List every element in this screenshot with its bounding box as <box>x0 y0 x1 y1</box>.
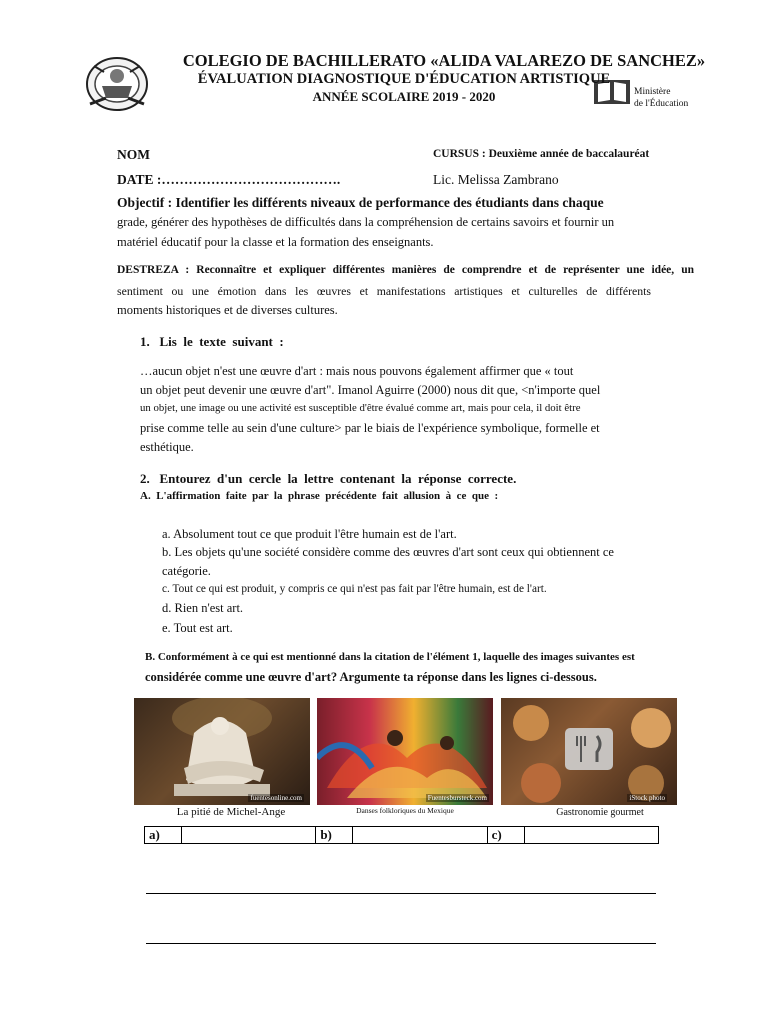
destreza-line3: moments historiques et de diverses cultures. <box>117 303 338 317</box>
answer-line-1[interactable] <box>146 893 656 894</box>
option-b-continued: catégorie. <box>162 564 211 578</box>
pieta-sculpture-image <box>134 698 310 805</box>
option-c[interactable]: c. Tout ce qui est produit, y compris ce qui n'est pas fait par l'être humain, est de l'art. <box>162 583 547 595</box>
gourmet-food-image <box>501 698 677 805</box>
folk-dancers-photo-icon <box>317 698 493 805</box>
cursus-label: CURSUS : Deuxième année de baccalauréat <box>433 148 650 160</box>
option-b[interactable]: b. Les objets qu'une société considère comme des œuvres d'art sont ceux qui obtiennent ce <box>162 545 614 559</box>
question1-title: 1. Lis le texte suivant : <box>140 334 284 349</box>
image2-caption: Danses folkloriques du Mexique <box>356 806 454 815</box>
evaluation-title: ÉVALUATION DIAGNOSTIQUE D'ÉDUCATION ARTISTIQUE <box>197 71 611 87</box>
objectif-line3: matériel éducatif pour la classe et la formation des enseignants. <box>117 235 434 249</box>
ministry-line2: de l'Éducation <box>634 99 689 109</box>
image1-caption: La pitié de Michel-Ange <box>176 806 286 818</box>
q1-text-line: …aucun objet n'est une œuvre d'art : mais nous pouvons également affirmer que « tout <box>140 364 574 378</box>
answer-cell-c[interactable] <box>524 827 658 844</box>
question2-part-b-line2: considérée comme une œuvre d'art? Argumente ta réponse dans les lignes ci-dessous. <box>145 670 597 684</box>
option-d[interactable]: d. Rien n'est art. <box>162 601 244 615</box>
question2-title: 2. Entourez d'un cercle la lettre contenant la réponse correcte. <box>140 471 517 486</box>
image3-watermark: iStock photo <box>629 794 665 802</box>
image1-watermark: fuentesonline.com <box>250 794 302 802</box>
destreza-line2: sentiment ou une émotion dans les œuvres et manifestations artistiques et culturelles de différents <box>117 284 651 298</box>
teacher-name: Lic. Melissa Zambrano <box>433 172 559 187</box>
objectif-line1: Objectif : Identifier les différents niveaux de performance des étudiants dans chaque <box>117 195 604 210</box>
pieta-sculpture-photo-icon <box>134 698 310 805</box>
question2-part-b-line1: B. Conformément à ce qui est mentionné dans la citation de l'élément 1, laquelle des images suivantes est <box>145 651 635 663</box>
q1-text-line: esthétique. <box>140 440 194 454</box>
school-year: ANNÉE SCOLAIRE 2019 - 2020 <box>312 89 496 104</box>
answer-label-c: c) <box>487 827 524 844</box>
date-label: DATE :…………………………………. <box>117 172 341 187</box>
answer-table <box>144 826 659 844</box>
answer-label-a: a) <box>145 827 182 844</box>
school-title: COLEGIO DE BACHILLERATO «ALIDA VALAREZO DE SANCHEZ» <box>182 51 706 70</box>
nom-label: NOM <box>117 147 150 162</box>
gourmet-food-photo-icon <box>501 698 677 805</box>
answer-cell-a[interactable] <box>181 827 315 844</box>
q1-text-line: un objet peut devenir une œuvre d'art". Imanol Aguirre (2000) nous dit que, <n'importe quel <box>140 383 601 397</box>
option-e[interactable]: e. Tout est art. <box>162 621 233 635</box>
objectif-line2: grade, générer des hypothèses de difficultés dans la compréhension de certains savoirs et fournir un <box>117 215 615 229</box>
q1-text-line: un objet, une image ou une activité est susceptible d'être évalué comme art, mais pour cela, il doit être <box>140 402 581 414</box>
q1-text-line: prise comme telle au sein d'une culture> par le biais de l'expérience symbolique, formelle et <box>140 421 600 435</box>
question2-part-a: A. L'affirmation faite par la phrase précédente fait allusion à ce que : <box>140 490 499 502</box>
answer-label-b: b) <box>316 827 353 844</box>
answer-line-2[interactable] <box>146 943 656 944</box>
image2-watermark: Fuentesbursteck.com <box>427 794 487 802</box>
folk-dancers-image <box>317 698 493 805</box>
answer-cell-b[interactable] <box>353 827 487 844</box>
ministry-line1: Ministère <box>634 87 671 97</box>
option-a[interactable]: a. Absolument tout ce que produit l'être humain est de l'art. <box>162 527 457 541</box>
image3-caption: Gastronomie gourmet <box>556 807 644 818</box>
destreza-line1: DESTREZA : Reconnaître et expliquer différentes manières de comprendre et de représenter une idée, un <box>117 264 694 276</box>
